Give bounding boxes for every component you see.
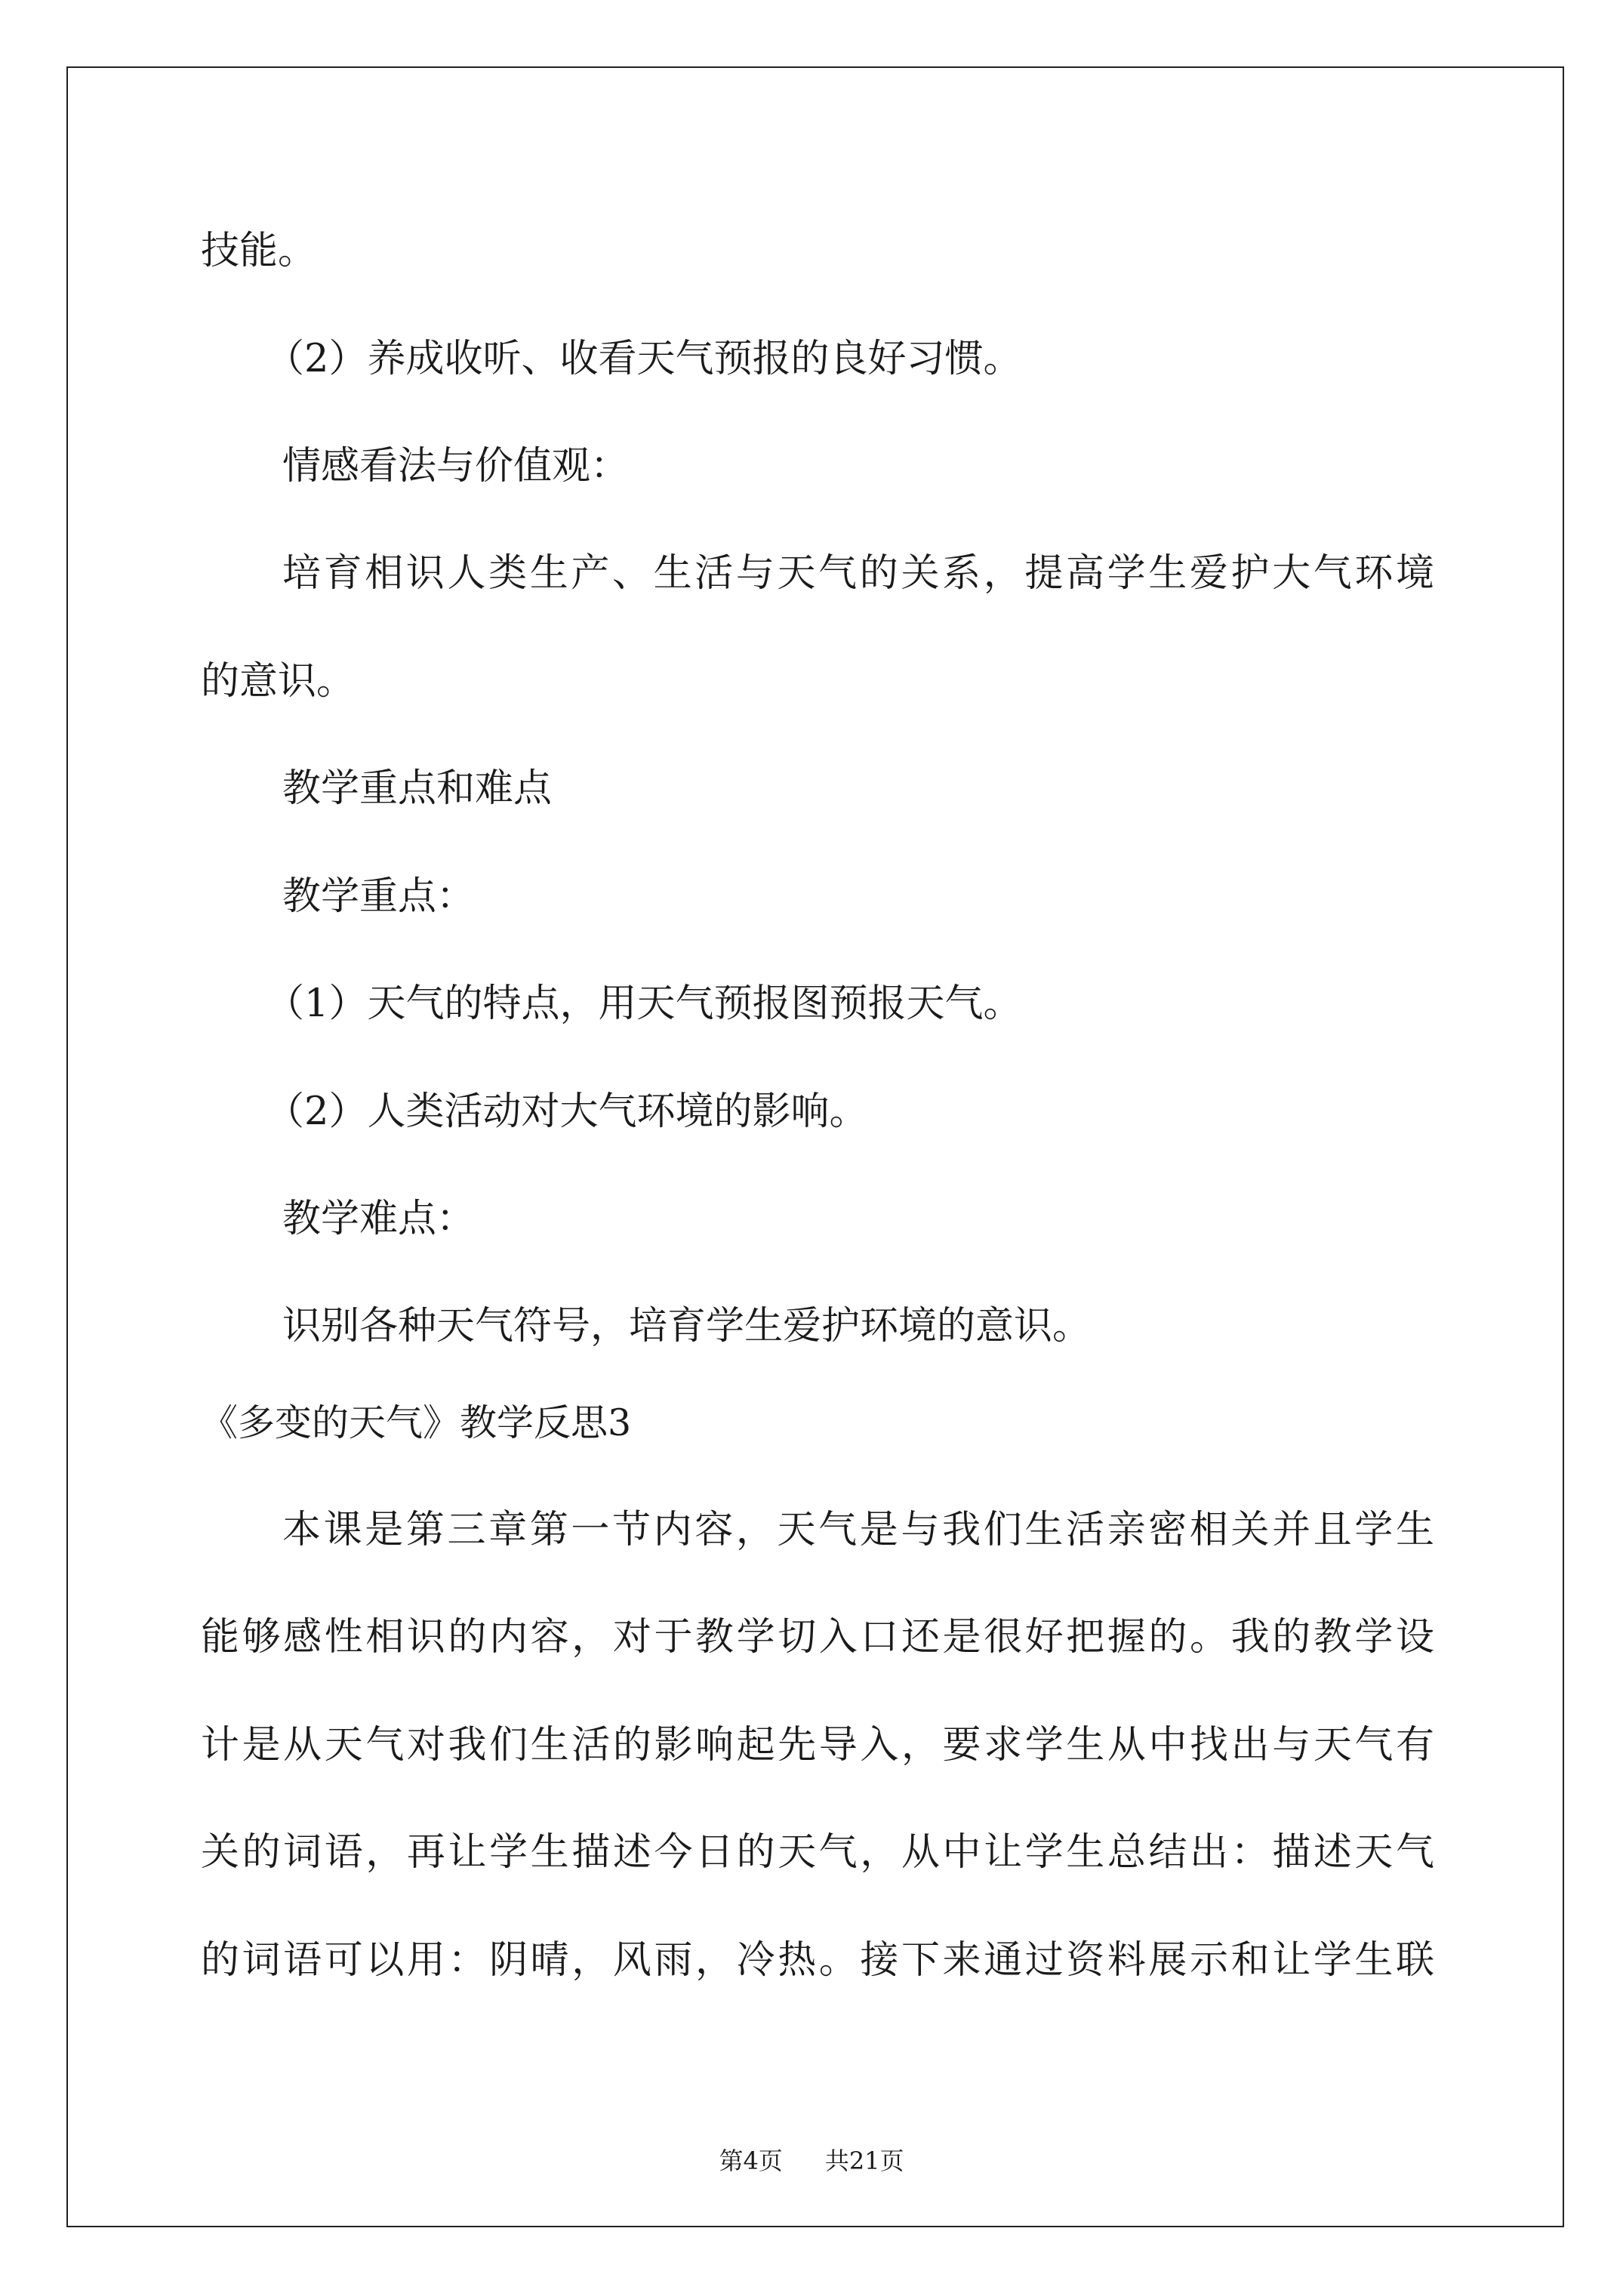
text-line: 关的词语，再让学生描述今日的天气，从中让学生总结出：描述天气 <box>201 1830 1434 1875</box>
page-number: 第4页 <box>719 2147 783 2175</box>
text-line: （2）养成收听、收看天气预报的良好习惯。 <box>266 337 1022 381</box>
text-line: 技能。 <box>201 229 317 273</box>
text-line: 的意识。 <box>201 659 356 704</box>
text-line: 教学重点： <box>282 874 476 919</box>
text-line: 教学难点： <box>282 1197 476 1241</box>
text-line: 的词语可以用：阴晴，风雨，冷热。接下来通过资料展示和让学生联 <box>201 1938 1434 1983</box>
text-line: 计是从天气对我们生活的影响起先导入，要求学生从中找出与天气有 <box>201 1723 1434 1767</box>
text-line: 培育相识人类生产、生活与天气的关系，提高学生爱护大气环境 <box>282 551 1434 596</box>
text-line: （2）人类活动对大气环境的影响。 <box>266 1089 868 1134</box>
page-footer <box>0 2146 1623 2176</box>
text-line: 识别各种天气符号，培育学生爱护环境的意识。 <box>282 1304 1092 1348</box>
page-total: 共21页 <box>824 2147 904 2175</box>
text-line: 能够感性相识的内容，对于教学切入口还是很好把握的。我的教学设 <box>201 1615 1434 1660</box>
article-title: 《多变的天气》教学反思3 <box>201 1401 632 1444</box>
page-border <box>66 66 1564 2227</box>
text-line: （1）天气的特点，用天气预报图预报天气。 <box>266 982 1022 1026</box>
text-line: 情感看法与价值观： <box>282 444 630 488</box>
text-line: 本课是第三章第一节内容，天气是与我们生活亲密相关并且学生 <box>282 1508 1434 1552</box>
section-heading: 教学重点和难点 <box>282 766 553 811</box>
